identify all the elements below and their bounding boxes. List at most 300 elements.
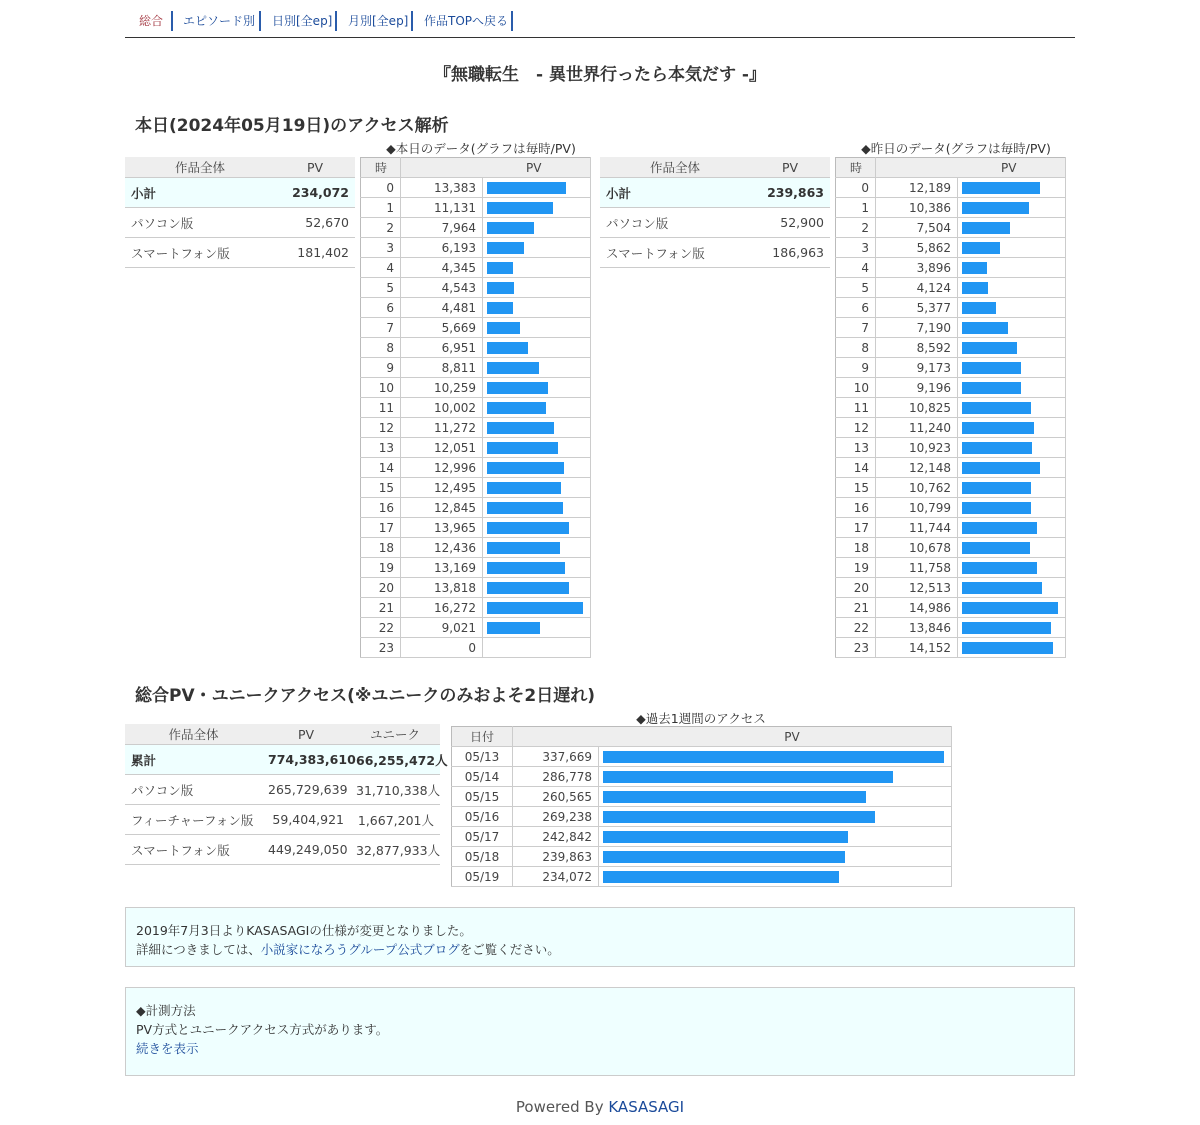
hour-bar — [487, 502, 563, 514]
hour-pv-value: 3,896 — [876, 258, 958, 278]
hour-pv-value: 12,513 — [876, 578, 958, 598]
hourly-header-pv: PV — [876, 158, 1066, 178]
hourly-row — [836, 518, 1066, 538]
hourly-row — [361, 358, 591, 378]
week-caption: ◆過去1週間のアクセス — [636, 711, 766, 726]
summary-row — [600, 178, 830, 208]
total-header-pv: PV — [262, 724, 350, 745]
week-bar-cell — [599, 827, 952, 847]
week-row — [452, 827, 952, 847]
week-bar — [603, 831, 848, 843]
hourly-row — [836, 498, 1066, 518]
hour-label: 3 — [836, 238, 876, 258]
notice-line-2-suffix: をご覧ください。 — [459, 942, 560, 957]
hourly-row — [836, 398, 1066, 418]
hour-bar — [962, 422, 1034, 434]
hourly-header-pv: PV — [401, 158, 591, 178]
hour-bar — [962, 402, 1031, 414]
hour-bar — [962, 182, 1040, 194]
hour-bar — [487, 242, 524, 254]
summary-header-work: 作品全体 — [600, 157, 750, 178]
summary-label: パソコン版 — [125, 208, 275, 238]
week-date: 05/13 — [452, 747, 513, 767]
week-bar-cell — [599, 787, 952, 807]
hour-pv-value: 4,481 — [401, 298, 483, 318]
hour-label: 10 — [361, 378, 401, 398]
hour-label: 15 — [361, 478, 401, 498]
hour-label: 23 — [361, 638, 401, 658]
total-pv: 265,729,639 — [262, 775, 350, 805]
total-section-heading: 総合PV・ユニークアクセス(※ユニークのみおよそ2日遅れ) — [135, 686, 595, 706]
hour-bar-cell — [958, 238, 1066, 258]
hourly-row — [361, 278, 591, 298]
hourly-row — [836, 278, 1066, 298]
summary-row — [125, 178, 355, 208]
hour-bar — [487, 582, 569, 594]
hour-bar-cell — [958, 638, 1066, 658]
hour-bar-cell — [483, 438, 591, 458]
hour-label: 18 — [361, 538, 401, 558]
nav-work-top[interactable]: 作品TOPへ戻る — [424, 14, 509, 28]
hour-label: 20 — [836, 578, 876, 598]
week-bar — [603, 751, 944, 763]
hourly-row — [836, 238, 1066, 258]
hour-bar — [962, 442, 1032, 454]
hour-bar-cell — [483, 298, 591, 318]
hourly-row — [361, 578, 591, 598]
hour-pv-value: 8,592 — [876, 338, 958, 358]
hourly-row — [836, 538, 1066, 558]
week-pv-value: 239,863 — [513, 847, 599, 867]
notice-line-1: 2019年7月3日よりKASASAGIの仕様が変更となりました。 — [136, 923, 472, 938]
hour-label: 15 — [836, 478, 876, 498]
total-label: フィーチャーフォン版 — [125, 805, 262, 835]
hourly-row — [361, 498, 591, 518]
hour-bar — [962, 362, 1021, 374]
hour-label: 17 — [361, 518, 401, 538]
hourly-header-hour: 時 — [361, 158, 401, 178]
hourly-row — [361, 378, 591, 398]
hour-label: 2 — [361, 218, 401, 238]
hour-label: 14 — [836, 458, 876, 478]
hourly-row — [361, 338, 591, 358]
hour-bar — [962, 222, 1010, 234]
hour-pv-value: 0 — [401, 638, 483, 658]
hour-pv-value: 14,152 — [876, 638, 958, 658]
hourly-row — [836, 218, 1066, 238]
hour-label: 7 — [361, 318, 401, 338]
week-pv-value: 286,778 — [513, 767, 599, 787]
hour-pv-value: 11,744 — [876, 518, 958, 538]
hour-bar-cell — [958, 558, 1066, 578]
hour-pv-value: 13,818 — [401, 578, 483, 598]
hour-bar — [487, 602, 583, 614]
hour-bar — [487, 342, 528, 354]
hour-bar-cell — [483, 578, 591, 598]
hour-pv-value: 4,543 — [401, 278, 483, 298]
weekly-access-table — [451, 726, 952, 887]
total-label: スマートフォン版 — [125, 835, 262, 865]
week-row — [452, 867, 952, 887]
hour-pv-value: 12,148 — [876, 458, 958, 478]
hour-bar-cell — [958, 198, 1066, 218]
hourly-row — [836, 438, 1066, 458]
hour-bar-cell — [483, 218, 591, 238]
summary-pv: 181,402 — [275, 238, 355, 268]
hourly-row — [361, 638, 591, 658]
week-bar-cell — [599, 847, 952, 867]
hour-pv-value: 5,669 — [401, 318, 483, 338]
hour-bar-cell — [958, 218, 1066, 238]
hour-bar — [962, 642, 1053, 654]
hour-bar-cell — [958, 498, 1066, 518]
hourly-row — [836, 618, 1066, 638]
summary-row — [600, 238, 830, 268]
hour-pv-value: 7,964 — [401, 218, 483, 238]
hour-pv-value: 13,846 — [876, 618, 958, 638]
hour-pv-value: 9,021 — [401, 618, 483, 638]
hour-bar — [487, 362, 539, 374]
week-pv-value: 260,565 — [513, 787, 599, 807]
hour-label: 9 — [836, 358, 876, 378]
hour-pv-value: 7,504 — [876, 218, 958, 238]
hour-pv-value: 11,131 — [401, 198, 483, 218]
hour-bar-cell — [483, 538, 591, 558]
hour-pv-value: 10,825 — [876, 398, 958, 418]
hour-pv-value: 14,986 — [876, 598, 958, 618]
hour-pv-value: 11,758 — [876, 558, 958, 578]
hour-bar — [487, 202, 553, 214]
hour-bar-cell — [483, 598, 591, 618]
hour-pv-value: 4,124 — [876, 278, 958, 298]
hour-label: 12 — [836, 418, 876, 438]
week-pv-value: 269,238 — [513, 807, 599, 827]
measurement-method-box — [125, 987, 1075, 1076]
hour-bar-cell — [958, 178, 1066, 198]
hour-bar-cell — [483, 618, 591, 638]
hour-bar — [962, 242, 1000, 254]
hourly-row — [361, 198, 591, 218]
hourly-row — [361, 538, 591, 558]
hour-bar — [962, 482, 1031, 494]
hour-bar-cell — [958, 458, 1066, 478]
hour-bar-cell — [958, 278, 1066, 298]
hourly-row — [361, 238, 591, 258]
hourly-row — [836, 198, 1066, 218]
hour-pv-value: 10,799 — [876, 498, 958, 518]
hour-pv-value: 12,495 — [401, 478, 483, 498]
hour-label: 2 — [836, 218, 876, 238]
hour-bar — [487, 542, 560, 554]
today-section-heading: 本日(2024年05月19日)のアクセス解析 — [135, 116, 449, 136]
hour-bar — [487, 402, 546, 414]
hour-bar-cell — [483, 638, 591, 658]
summary-label: 小計 — [600, 178, 750, 208]
hour-bar — [487, 562, 565, 574]
summary-row — [125, 238, 355, 268]
method-title: ◆計測方法 — [136, 1003, 196, 1018]
hourly-row — [836, 478, 1066, 498]
week-bar — [603, 871, 839, 883]
summary-header-pv: PV — [750, 157, 830, 178]
notice-line-2-prefix: 詳細につきましては、 — [136, 942, 261, 957]
hourly-row — [361, 458, 591, 478]
yesterday-summary-table — [600, 157, 830, 268]
total-row — [125, 745, 440, 775]
summary-header-work: 作品全体 — [125, 157, 275, 178]
hour-bar — [487, 382, 548, 394]
total-label: 累計 — [125, 745, 262, 775]
hour-bar-cell — [958, 358, 1066, 378]
hourly-row — [361, 418, 591, 438]
hour-bar — [962, 382, 1021, 394]
hour-bar-cell — [958, 398, 1066, 418]
hour-label: 4 — [361, 258, 401, 278]
summary-row — [125, 208, 355, 238]
hourly-header-hour: 時 — [836, 158, 876, 178]
week-row — [452, 807, 952, 827]
spec-change-notice — [125, 907, 1075, 967]
week-date: 05/14 — [452, 767, 513, 787]
hour-pv-value: 10,678 — [876, 538, 958, 558]
hour-label: 5 — [836, 278, 876, 298]
hour-pv-value: 13,383 — [401, 178, 483, 198]
hourly-row — [836, 338, 1066, 358]
hourly-row — [836, 318, 1066, 338]
hour-bar-cell — [483, 558, 591, 578]
hour-label: 8 — [836, 338, 876, 358]
summary-label: スマートフォン版 — [125, 238, 275, 268]
hour-bar-cell — [483, 458, 591, 478]
nav-separator — [411, 11, 413, 31]
summary-label: スマートフォン版 — [600, 238, 750, 268]
hour-bar-cell — [958, 438, 1066, 458]
hour-pv-value: 9,196 — [876, 378, 958, 398]
hour-bar — [487, 322, 520, 334]
week-bar-cell — [599, 807, 952, 827]
hour-pv-value: 11,272 — [401, 418, 483, 438]
hour-bar — [962, 282, 988, 294]
week-header-date: 日付 — [452, 727, 513, 747]
nav-separator — [171, 11, 173, 31]
total-access-table — [125, 724, 448, 865]
hour-pv-value: 12,189 — [876, 178, 958, 198]
hour-pv-value: 4,345 — [401, 258, 483, 278]
week-date: 05/17 — [452, 827, 513, 847]
hour-bar — [487, 522, 569, 534]
hour-pv-value: 12,051 — [401, 438, 483, 458]
week-bar-cell — [599, 867, 952, 887]
nav-separator — [511, 11, 513, 31]
hour-label: 1 — [361, 198, 401, 218]
hourly-row — [361, 558, 591, 578]
summary-header-pv: PV — [275, 157, 355, 178]
hour-pv-value: 6,951 — [401, 338, 483, 358]
hour-bar — [487, 442, 558, 454]
hour-bar — [962, 622, 1051, 634]
total-pv: 59,404,921 — [262, 805, 350, 835]
total-header-unique: ユニーク — [350, 724, 440, 745]
hour-bar-cell — [958, 598, 1066, 618]
hour-bar-cell — [483, 238, 591, 258]
hour-label: 5 — [361, 278, 401, 298]
hour-label: 22 — [361, 618, 401, 638]
hour-bar-cell — [483, 378, 591, 398]
summary-pv: 239,863 — [750, 178, 830, 208]
hour-bar — [487, 182, 566, 194]
hourly-row — [836, 418, 1066, 438]
week-row — [452, 767, 952, 787]
summary-pv: 186,963 — [750, 238, 830, 268]
hour-pv-value: 5,862 — [876, 238, 958, 258]
summary-pv: 52,670 — [275, 208, 355, 238]
summary-pv: 234,072 — [275, 178, 355, 208]
hourly-row — [361, 298, 591, 318]
hour-bar — [487, 462, 564, 474]
total-unique: 31,710,338人 — [350, 775, 440, 805]
nav-separator — [335, 11, 337, 31]
hourly-row — [836, 638, 1066, 658]
hour-bar-cell — [958, 378, 1066, 398]
week-bar — [603, 811, 875, 823]
hour-bar-cell — [483, 198, 591, 218]
hour-bar-cell — [483, 418, 591, 438]
hour-label: 6 — [836, 298, 876, 318]
kasasagi-link[interactable]: KASASAGI — [608, 1098, 685, 1116]
summary-row — [600, 208, 830, 238]
hour-bar-cell — [483, 258, 591, 278]
official-blog-link[interactable]: 小説家になろうグループ公式ブログ — [260, 942, 460, 957]
hour-bar — [962, 562, 1037, 574]
week-date: 05/15 — [452, 787, 513, 807]
week-bar — [603, 791, 866, 803]
hourly-row — [361, 478, 591, 498]
hour-bar — [962, 202, 1029, 214]
hour-label: 3 — [361, 238, 401, 258]
total-unique: 66,255,472人 — [350, 745, 440, 775]
hourly-row — [361, 398, 591, 418]
hourly-row — [361, 618, 591, 638]
hour-label: 23 — [836, 638, 876, 658]
hour-pv-value: 10,386 — [876, 198, 958, 218]
hour-bar-cell — [483, 278, 591, 298]
hour-label: 12 — [361, 418, 401, 438]
nav-monthly[interactable]: 月別[全ep] — [348, 14, 409, 28]
hour-label: 0 — [836, 178, 876, 198]
hour-bar — [962, 582, 1042, 594]
hour-label: 19 — [836, 558, 876, 578]
hour-label: 11 — [836, 398, 876, 418]
hour-pv-value: 6,193 — [401, 238, 483, 258]
hourly-row — [361, 258, 591, 278]
hour-bar — [962, 602, 1058, 614]
nav-by-episode[interactable]: エピソード別 — [183, 14, 256, 28]
hourly-row — [361, 518, 591, 538]
hour-label: 19 — [361, 558, 401, 578]
week-date: 05/18 — [452, 847, 513, 867]
hourly-row — [361, 218, 591, 238]
hour-bar — [487, 262, 513, 274]
hour-bar — [962, 502, 1031, 514]
hour-bar — [487, 422, 554, 434]
hour-pv-value: 7,190 — [876, 318, 958, 338]
nav-daily[interactable]: 日別[全ep] — [272, 14, 333, 28]
total-header-work: 作品全体 — [125, 724, 262, 745]
hour-label: 0 — [361, 178, 401, 198]
hour-label: 13 — [361, 438, 401, 458]
hourly-row — [836, 458, 1066, 478]
total-row — [125, 775, 440, 805]
yesterday-hourly-table — [835, 157, 1066, 658]
nav-separator — [259, 11, 261, 31]
hour-pv-value: 12,436 — [401, 538, 483, 558]
week-bar — [603, 851, 845, 863]
week-pv-value: 234,072 — [513, 867, 599, 887]
summary-pv: 52,900 — [750, 208, 830, 238]
week-bar-cell — [599, 747, 952, 767]
hour-label: 22 — [836, 618, 876, 638]
hour-label: 4 — [836, 258, 876, 278]
hour-bar-cell — [483, 498, 591, 518]
hour-pv-value: 13,965 — [401, 518, 483, 538]
hour-label: 16 — [836, 498, 876, 518]
total-row — [125, 805, 440, 835]
week-bar — [603, 771, 893, 783]
yesterday-caption: ◆昨日のデータ(グラフは毎時/PV) — [861, 141, 1051, 156]
hour-bar-cell — [483, 358, 591, 378]
today-hourly-table — [360, 157, 591, 658]
show-more-link[interactable]: 続きを表示 — [136, 1041, 199, 1056]
nav-overall[interactable]: 総合 — [139, 14, 164, 28]
hour-bar-cell — [958, 538, 1066, 558]
today-caption: ◆本日のデータ(グラフは毎時/PV) — [386, 141, 576, 156]
hour-bar — [962, 302, 996, 314]
hour-pv-value: 5,377 — [876, 298, 958, 318]
week-row — [452, 747, 952, 767]
hourly-row — [361, 318, 591, 338]
hour-pv-value: 8,811 — [401, 358, 483, 378]
hour-bar — [487, 482, 561, 494]
hour-bar-cell — [958, 258, 1066, 278]
method-body: PV方式とユニークアクセス方式があります。 — [136, 1022, 389, 1037]
hour-label: 20 — [361, 578, 401, 598]
hour-label: 21 — [361, 598, 401, 618]
hour-bar-cell — [483, 318, 591, 338]
hour-label: 6 — [361, 298, 401, 318]
hourly-row — [361, 438, 591, 458]
week-pv-value: 337,669 — [513, 747, 599, 767]
hour-bar — [487, 222, 534, 234]
summary-label: 小計 — [125, 178, 275, 208]
hourly-row — [836, 178, 1066, 198]
notice-line-2 — [136, 940, 560, 958]
total-unique: 1,667,201人 — [350, 805, 440, 835]
hour-bar-cell — [483, 398, 591, 418]
hour-label: 9 — [361, 358, 401, 378]
hour-bar — [962, 462, 1040, 474]
hourly-row — [836, 298, 1066, 318]
hour-label: 7 — [836, 318, 876, 338]
hour-pv-value: 16,272 — [401, 598, 483, 618]
total-label: パソコン版 — [125, 775, 262, 805]
hour-label: 1 — [836, 198, 876, 218]
top-nav — [125, 0, 1075, 38]
hour-bar — [962, 322, 1008, 334]
hourly-row — [836, 578, 1066, 598]
hour-bar-cell — [483, 518, 591, 538]
hour-label: 16 — [361, 498, 401, 518]
hour-label: 8 — [361, 338, 401, 358]
